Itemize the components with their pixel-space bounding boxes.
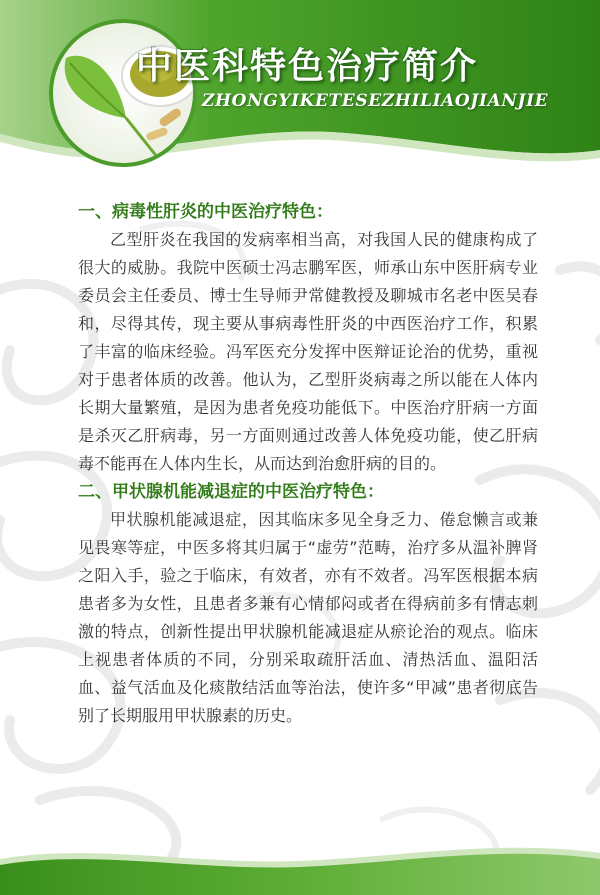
page-subtitle-pinyin: ZHONGYIKETESEZHILIAOJIANJIE bbox=[202, 91, 549, 111]
section-heading-hypothyroidism: 二、甲状腺机能减退症的中医治疗特色： bbox=[78, 482, 384, 502]
section-body-hepatitis: 乙型肝炎在我国的发病率相当高，对我国人民的健康构成了很大的威胁。我院中医硕士冯志鹏军医，师承山东中医肝病专业委员会主任委员、博士生导师尹常健教授及聊城市名老中医吴春和，尽得其传，现主要从事病毒性肝炎的中西医治疗工作，积累了丰富的临床经验。冯军医充分发挥中医辩证论治的优势，重视对于患者体质的改善。他认为，乙型肝炎病毒之所以能在人体内长期大量繁殖，是因为患者免疫功能低下。中医治疗肝病一方面是杀灭乙肝病毒，另一方面则通过改善人体免疫功能，使乙肝病毒不能再在人体内生长，从而达到治愈肝病的目的。 bbox=[78, 230, 538, 473]
main-content bbox=[78, 198, 538, 730]
page-title: 中医科特色治疗简介 bbox=[136, 45, 479, 87]
footer-green-band bbox=[0, 835, 600, 895]
section-heading-hepatitis: 一、病毒性肝炎的中医治疗特色： bbox=[78, 202, 333, 222]
section-body-hypothyroidism: 甲状腺机能减退症，因其临床多见全身乏力、倦怠懒言或兼见畏寒等症，中医多将其归属于“虚劳”范畴，治疗多从温补脾肾之阳入手，验之于临床，有效者，亦有不效者。冯军医根据本病患者多为女性，且患者多兼有心情郁闷或者在得病前多有情志刺激的特点，创新性提出甲状腺机能减退症从瘀论治的观点。临床上视患者体质的不同，分别采取疏肝活血、清热活血、温阳活血、益气活血及化痰散结活血等治法，使许多“甲减”患者彻底告别了长期服用甲状腺素的历史。 bbox=[78, 510, 538, 725]
